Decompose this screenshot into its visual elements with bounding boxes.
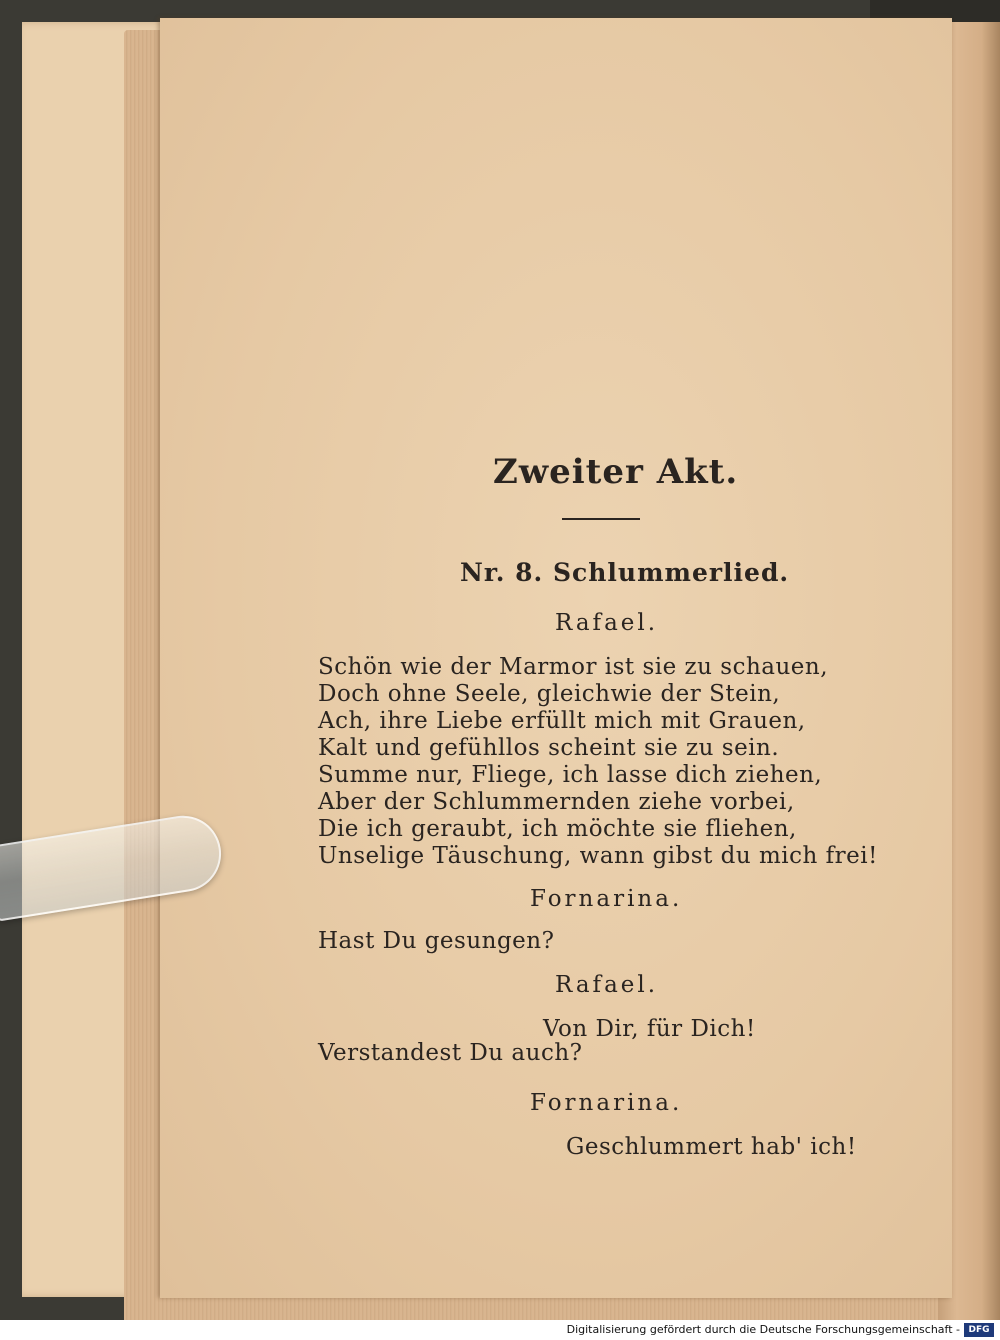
dialogue-line: Geschlummert hab' ich! (566, 1134, 857, 1160)
act-title: Zweiter Akt. (493, 452, 739, 492)
verse-line: Unselige Täuschung, wann gibst du mich frei! (318, 843, 878, 869)
footer-credit: Digitalisierung gefördert durch die Deutsche Forschungsgemeinschaft - (566, 1323, 960, 1336)
footer-bar (0, 1320, 1000, 1340)
verse-line: Summe nur, Fliege, ich lasse dich ziehen, (318, 762, 823, 788)
dialogue-line: Verstandest Du auch? (318, 1040, 583, 1066)
verse-line: Aber der Schlummernden ziehe vorbei, (318, 789, 795, 815)
dfg-logo-icon: DFG (964, 1323, 994, 1337)
dialogue-line: Von Dir, für Dich! (543, 1016, 756, 1042)
speaker-fornarina: Fornarina. (530, 1090, 683, 1116)
verse-line: Doch ohne Seele, gleichwie der Stein, (318, 681, 781, 707)
number-title: Nr. 8. Schlummerlied. (460, 558, 790, 587)
verse-line: Ach, ihre Liebe erfüllt mich mit Grauen, (318, 708, 806, 734)
verse-line: Schön wie der Marmor ist sie zu schauen, (318, 654, 829, 680)
dialogue-line: Hast Du gesungen? (318, 928, 555, 954)
speaker-rafael: Rafael. (555, 610, 659, 636)
verse-line: Die ich geraubt, ich möchte sie fliehen, (318, 816, 797, 842)
title-divider (562, 518, 640, 520)
verse-line: Kalt und gefühllos scheint sie zu sein. (318, 735, 780, 761)
speaker-fornarina: Fornarina. (530, 886, 683, 912)
speaker-rafael: Rafael. (555, 972, 659, 998)
